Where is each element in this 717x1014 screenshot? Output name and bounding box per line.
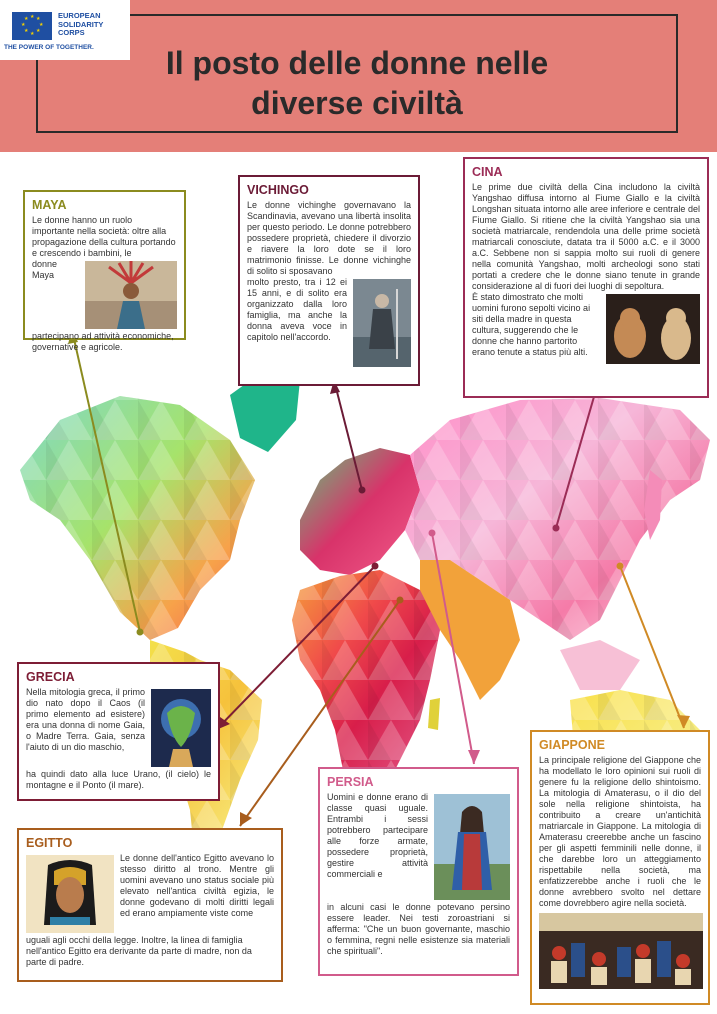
grecia-heading: GRECIA [26,670,75,684]
egitto-arrow-icon [240,812,252,826]
persia-card [318,767,519,976]
europe-shape [300,448,420,575]
egitto-text-continued: uguali agli occhi della legge. Inoltre, la linea di famiglia nell'antico Egitto era derivante da parte di madre, non da parte di padre. [26,935,252,968]
grecia-text-continued: ha quindi dato alla luce Urano, (il cielo) le montagne e il Ponto (il mare). [26,769,211,791]
madagascar-shape [428,698,440,730]
egitto-connector-dot [397,597,404,604]
maya-text-continued: donne Maya partecipano ad attività economiche, governative e agricole. [32,259,174,353]
cina-card [463,157,709,398]
southeast-asia-shape [560,640,640,690]
giappone-connector-dot [617,563,624,570]
maya-heading: MAYA [32,198,67,212]
persia-arrow-icon [468,750,480,764]
persia-text-continued: in alcuni casi le donne potevano persino essere leader. Nei testi zoroastriani si afferma: "Che un buon governante, maschio o femmina, regni nelle esistenze sia materiali che spirituali". [327,902,510,957]
maya-text: Le donne hanno un ruolo importante nella società: oltre alla propagazione della cultura portando e crescendo i bambini, le [32,215,176,259]
japanese-woodblock-image [539,913,703,989]
grecia-text: Nella mitologia greca, il primo dio nato dopo il Caos (il primo elemento ad esistere) era una donna di nome Gaia, o Madre Terra. Gaia, senza l'aiuto di un dio maschio, [26,687,145,753]
egitto-heading: EGITTO [26,836,73,850]
persia-connector-dot [429,530,436,537]
logo-name: EUROPEAN SOLIDARITY CORPS [58,11,104,38]
giappone-heading: GIAPPONE [539,738,605,752]
vichingo-text-continued: molto presto, tra i 12 ei 15 anni, e di solito era organizzato dalla loro famiglia, ma anche la donna aveva voce in capitolo nell'accordo. [247,277,347,342]
vichingo-connector-dot [359,487,366,494]
vichingo-heading: VICHINGO [247,183,309,197]
title-box [36,11,678,133]
logo-tagline: THE POWER OF TOGETHER. [4,44,94,51]
grecia-card [17,662,220,801]
vichingo-card [238,175,420,386]
esc-logo [0,0,130,60]
maya-connector-dot [137,629,144,636]
cina-text: Le prime due civiltà della Cina includono la civiltà Yangshao diffusa intorno al Fiume Giallo e la civiltà Longshan situata intorno alle aree inferiore e centrale del Fiume Giallo. Si ritiene che la civiltà Yangshao sia una società matriarcale, rendendola una delle prime società matriarcali conosciute, datata tra il 5000 a.C. e il 3000 a.C. Sebbene non si sappia molto sui ruoli di genere nella comunità Yangshao, molti archeologi sono stati portati a credere che le donne siano tenute in grande considerazione al di fuori dei luoghi di sepoltura. [472,182,700,291]
vichingo-text: Le donne vichinghe governavano la Scandinavia, avevano una libertà insolita per questo periodo. Le donne potrebbero possedere proprietà, chiedere il divorzio e riavere la loro dote se il loro matrimonio finisse. Le donne vichinghe di solito si sposavano [247,200,411,277]
egitto-text: Le donne dell'antico Egitto avevano lo stesso diritto al trono. Mentre gli uomini avevano uno status sociale più elevato nell'antica civiltà egizia, le donne godevano di molti diritti legali ed erano ampiamente viste come [120,853,274,919]
egyptian-queen-image [26,855,114,933]
persian-woman-image [434,794,510,900]
maya-card [23,190,186,353]
cina-text-continued: È stato dimostrato che molti uomini furono sepolti vicino ai siti della madre in questa cultura, suggerendo che le donne che hanno partorito erano tenute a status più alti. [472,291,591,357]
giappone-card [530,730,710,1005]
gaia-painting-image [151,689,211,767]
giappone-text: La principale religione del Giappone che ha modellato le loro opinioni sui ruoli di genere fu la religione dello shintoismo. La mitologia di Amaterasu, o il dio del sole nella religione shintoista, ha contribuito a creare un'antichità matriarcale in Giappone. La mitologia di Amaterasu creerebbe anche un fascino per gli aspetti femminili nelle donne, il che darebbe loro un atteggiamento rispettabile nella società, ma enfatizzerebbe anche i ruoli che le donne avrebbero svolto nel dettare come dovrebbero agire nella società. [539,755,701,908]
viking-warrior-image [353,279,411,367]
cina-heading: CINA [472,165,503,179]
egitto-card [17,828,283,982]
grecia-connector-dot [372,563,379,570]
eu-flag-icon: ★ ★ ★ ★ ★ ★ ★ ★ [12,12,52,40]
cina-connector-dot [553,525,560,532]
yangshao-figurines-image [606,294,700,364]
page-title: Il posto delle donne nelle diverse civiltà [165,44,549,121]
persia-text: Uomini e donne erano di classe quasi uguale. Entrambi i sessi potrebbero partecipare alle forze armate, possedere proprietà, gestire attività commerciali e [327,792,428,880]
mayan-woman-image [85,261,177,329]
persia-heading: PERSIA [327,775,374,789]
